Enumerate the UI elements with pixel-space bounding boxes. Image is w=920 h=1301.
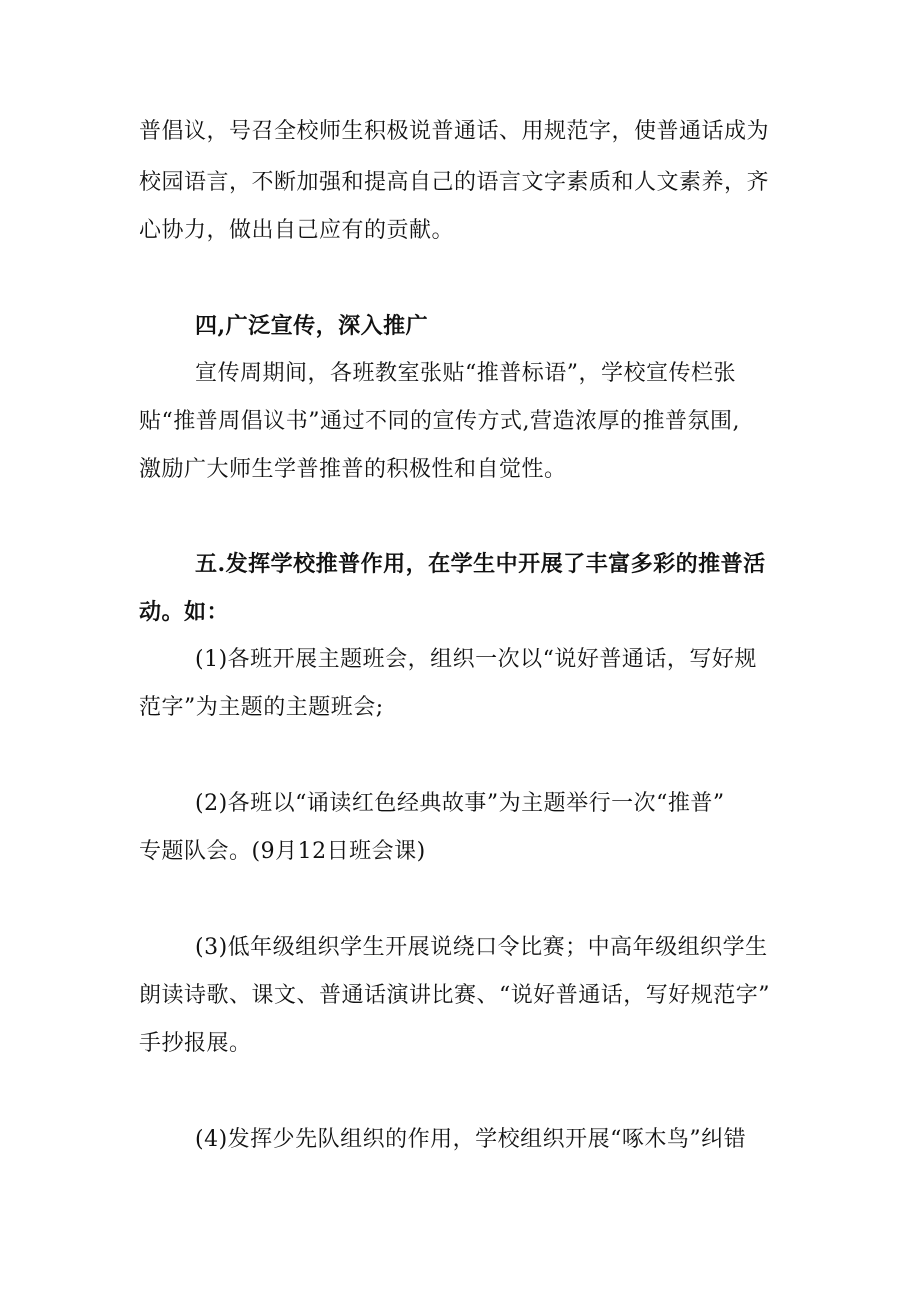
text-line: 宣传周期间，各班教室张贴“推普标语”，学校宣传栏张 xyxy=(195,361,736,386)
text-line: 普倡议，号召全校师生积极说普通话、用规范字，使普通话成为 xyxy=(139,119,770,144)
text-line: (3)低年级组织学生开展说绕口令比赛；中高年级组织学生 xyxy=(195,935,768,960)
text-line: 贴“推普周倡议书”通过不同的宣传方式,营造浓厚的推普氛围, xyxy=(139,409,740,434)
text-line: 激励广大师生学普推普的积极性和自觉性。 xyxy=(139,457,567,482)
text-line: (1)各班开展主题班会，组织一次以“说好普通话，写好规 xyxy=(195,647,757,672)
text-line: 手抄报展。 xyxy=(139,1031,252,1056)
section-heading-cont: 动。如： xyxy=(139,599,230,625)
text-line: 心协力，做出自己应有的贡献。 xyxy=(139,218,455,243)
text-line: 校园语言，不断加强和提高自己的语言文字素质和人文素养，齐 xyxy=(139,170,770,195)
section-heading: 四,广泛宣传，深入推广 xyxy=(195,313,429,339)
text-line: 范字”为主题的主题班会; xyxy=(139,695,384,720)
text-line: (4)发挥少先队组织的作用，学校组织开展“啄木鸟”纠错 xyxy=(195,1127,747,1152)
text-line: 专题队会。(9月12日班会课) xyxy=(139,839,426,864)
section-heading: 五.发挥学校推普作用，在学生中开展了丰富多彩的推普活 xyxy=(195,551,766,577)
text-line: 朗读诗歌、课文、普通话演讲比赛、“说好普通话，写好规范字” xyxy=(139,983,770,1008)
text-line: (2)各班以“诵读红色经典故事”为主题举行一次“推普” xyxy=(195,791,725,816)
